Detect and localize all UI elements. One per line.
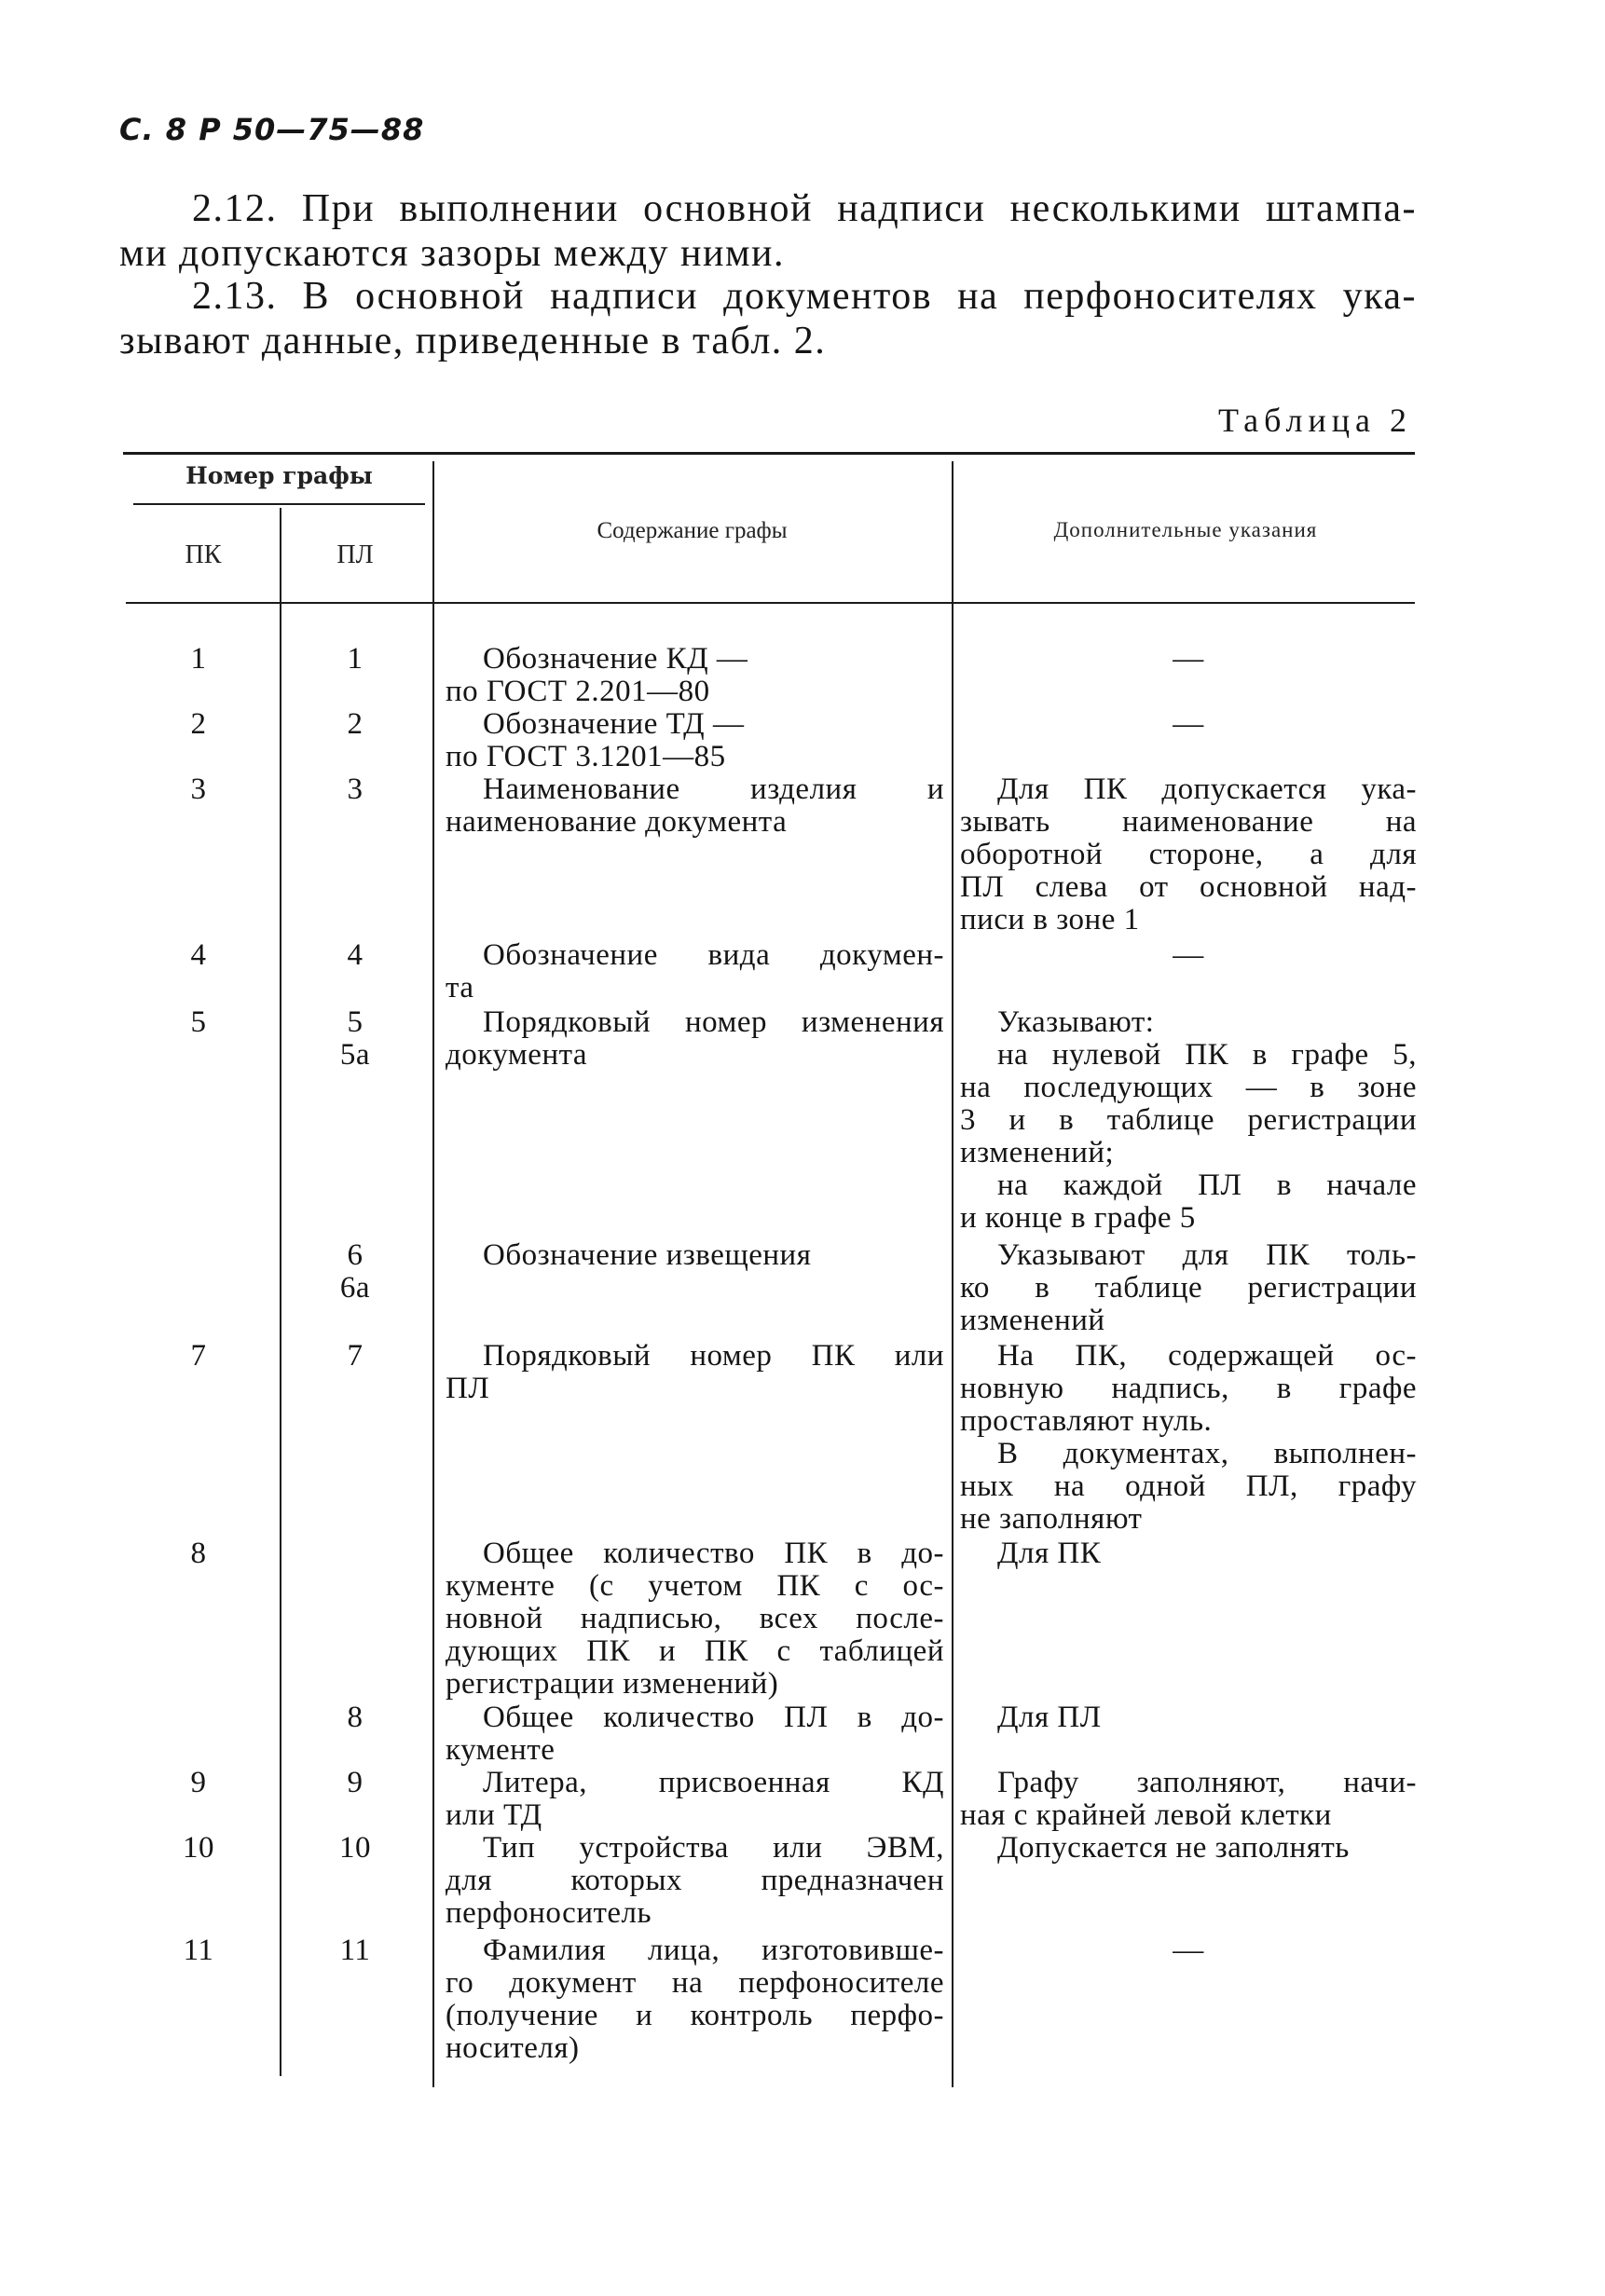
- cell-content: [446, 1832, 944, 1930]
- cell-pl: 3: [347, 772, 364, 806]
- notes-line: Для ПЛ: [997, 1701, 1102, 1734]
- notes-line: Для ПК допускается ука-: [997, 772, 1417, 806]
- cell-notes: —: [1173, 1934, 1204, 1967]
- content-line: Обозначение КД —: [483, 642, 748, 676]
- content-line: новной надписью, всех после-: [446, 1602, 944, 1635]
- notes-line: ных на одной ПЛ, графу: [960, 1469, 1417, 1503]
- cell-pl: 4: [347, 938, 364, 972]
- header-pl: ПЛ: [336, 540, 374, 569]
- cell-pl: 11: [339, 1934, 371, 1967]
- notes-line: проставляют нуль.: [960, 1404, 1213, 1438]
- cell-content: [446, 1239, 944, 1272]
- cell-notes: [960, 1006, 1417, 1235]
- header-subrule: [133, 503, 425, 505]
- cell-content: [446, 1767, 944, 1832]
- cell-content: [446, 708, 944, 773]
- cell-pk: 5: [190, 1005, 207, 1039]
- notes-line: писи в зоне 1: [960, 903, 1140, 936]
- content-line: для которых предназначен: [446, 1864, 944, 1897]
- cell-notes: [960, 1832, 1417, 1865]
- content-line: Общее количество ПЛ в до-: [483, 1701, 944, 1734]
- column-divider-content-notes: [952, 461, 953, 2087]
- header-bottom-rule: [126, 602, 1415, 604]
- table-top-rule: [123, 452, 1415, 455]
- content-line: Тип устройства или ЭВМ,: [483, 1831, 944, 1865]
- content-line: наименование документа: [446, 805, 788, 839]
- notes-line: ная с крайней левой клетки: [960, 1798, 1332, 1832]
- content-line: Обозначение вида докумен-: [483, 938, 944, 972]
- content-line: ПЛ: [446, 1372, 490, 1405]
- content-line: Обозначение ТД —: [483, 707, 745, 741]
- cell-content: [446, 773, 944, 839]
- content-line: Обозначение извещения: [483, 1238, 812, 1272]
- cell-content: [446, 939, 944, 1004]
- cell-pk: 3: [190, 772, 207, 806]
- content-line: дующих ПК и ПК с таблицей: [446, 1634, 944, 1668]
- notes-line: ко в таблице регистрации: [960, 1271, 1417, 1305]
- header-pk: ПК: [185, 540, 222, 569]
- page-header: С. 8 Р 50—75—88: [119, 112, 425, 147]
- cell-content: [446, 1538, 944, 1701]
- notes-line: На ПК, содержащей ос-: [997, 1339, 1417, 1373]
- notes-line: на нулевой ПК в графе 5,: [997, 1038, 1417, 1072]
- cell-pl: 1: [347, 642, 364, 676]
- content-line: перфоноситель: [446, 1896, 652, 1930]
- cell-notes: [960, 1767, 1417, 1832]
- column-divider-pl-content: [432, 461, 434, 2087]
- cell-content: [446, 1702, 944, 1767]
- content-line: носителя): [446, 2031, 580, 2065]
- cell-pl: 8: [347, 1701, 364, 1734]
- header-nomer-grafy: Номер графы: [185, 462, 373, 489]
- content-line: регистрации изменений): [446, 1667, 779, 1701]
- cell-pl: 2: [347, 707, 364, 741]
- notes-line: Допускается не заполнять: [997, 1831, 1350, 1865]
- notes-line: изменений;: [960, 1136, 1115, 1169]
- notes-line: новную надпись, в графе: [960, 1372, 1417, 1405]
- content-line: по ГОСТ 2.201—80: [446, 675, 710, 708]
- notes-line: Указывают для ПК толь-: [997, 1238, 1417, 1272]
- cell-pk: 10: [183, 1831, 214, 1865]
- notes-line: изменений: [960, 1304, 1105, 1337]
- content-line: Порядковый номер ПК или: [483, 1339, 944, 1373]
- cell-notes: [960, 773, 1417, 936]
- cell-content: [446, 1340, 944, 1405]
- notes-line: на последующих — в зоне: [960, 1071, 1417, 1104]
- notes-line: В документах, выполнен-: [997, 1437, 1417, 1470]
- cell-pk: 8: [190, 1537, 207, 1570]
- cell-notes: [960, 1239, 1417, 1337]
- cell-notes: —: [1173, 642, 1204, 676]
- cell-notes: —: [1173, 938, 1204, 972]
- content-line: документа: [446, 1038, 588, 1072]
- paragraph-line: 2.12. При выполнении основной надписи несколькими штампа-: [192, 187, 1417, 230]
- cell-pl: 6 6а: [339, 1238, 371, 1305]
- paragraph-line: 2.13. В основной надписи документов на перфоносителях ука-: [192, 275, 1417, 318]
- column-divider-pk-pl: [280, 508, 281, 2076]
- notes-line: Графу заполняют, начи-: [997, 1766, 1417, 1799]
- table-label: Таблица 2: [1218, 402, 1412, 439]
- cell-content: [446, 1006, 944, 1072]
- cell-pk: 1: [190, 642, 207, 676]
- cell-notes: [960, 1538, 1417, 1570]
- content-line: Общее количество ПК в до-: [483, 1537, 944, 1570]
- cell-pk: 11: [183, 1934, 214, 1967]
- content-line: Порядковый номер изменения: [483, 1005, 944, 1039]
- paragraph-2-12: [119, 186, 1417, 276]
- content-line: Фамилия лица, изготовивше-: [483, 1934, 944, 1967]
- header-content: Содержание графы: [597, 518, 788, 543]
- content-line: (получение и контроль перфо-: [446, 1999, 944, 2032]
- cell-pk: 2: [190, 707, 207, 741]
- notes-line: зывать наименование на: [960, 805, 1417, 839]
- notes-line: Указывают:: [997, 1005, 1155, 1039]
- cell-pl: 5 5а: [339, 1005, 371, 1072]
- paragraph-line: зывают данные, приведенные в табл. 2.: [119, 320, 827, 362]
- notes-line: ПЛ слева от основной над-: [960, 870, 1417, 904]
- notes-line: Для ПК: [997, 1537, 1102, 1570]
- cell-notes: [960, 1340, 1417, 1536]
- content-line: по ГОСТ 3.1201—85: [446, 740, 726, 773]
- paragraph-line: ми допускаются зазоры между ними.: [119, 232, 786, 275]
- notes-line: 3 и в таблице регистрации: [960, 1103, 1417, 1137]
- content-line: та: [446, 971, 474, 1004]
- cell-content: [446, 643, 944, 708]
- content-line: кументе (с учетом ПК с ос-: [446, 1569, 944, 1603]
- cell-pk: 4: [190, 938, 207, 972]
- notes-line: оборотной стороне, а для: [960, 838, 1417, 871]
- notes-line: не заполняют: [960, 1502, 1143, 1536]
- notes-line: на каждой ПЛ в начале: [997, 1168, 1417, 1202]
- content-line: го документ на перфоносителе: [446, 1966, 944, 2000]
- cell-notes: [960, 1702, 1417, 1734]
- header-notes: Дополнительные указания: [1053, 518, 1318, 541]
- cell-notes: —: [1173, 707, 1204, 741]
- content-line: кументе: [446, 1733, 556, 1767]
- content-line: или ТД: [446, 1798, 542, 1832]
- content-line: Наименование изделия и: [483, 772, 944, 806]
- cell-content: [446, 1934, 944, 2065]
- cell-pl: 7: [347, 1339, 364, 1373]
- content-line: Литера, присвоенная КД: [483, 1766, 944, 1799]
- cell-pk: 7: [190, 1339, 207, 1373]
- paragraph-2-13: [119, 274, 1417, 363]
- cell-pl: 10: [339, 1831, 371, 1865]
- cell-pk: 9: [190, 1766, 207, 1799]
- cell-pl: 9: [347, 1766, 364, 1799]
- notes-line: и конце в графе 5: [960, 1201, 1196, 1235]
